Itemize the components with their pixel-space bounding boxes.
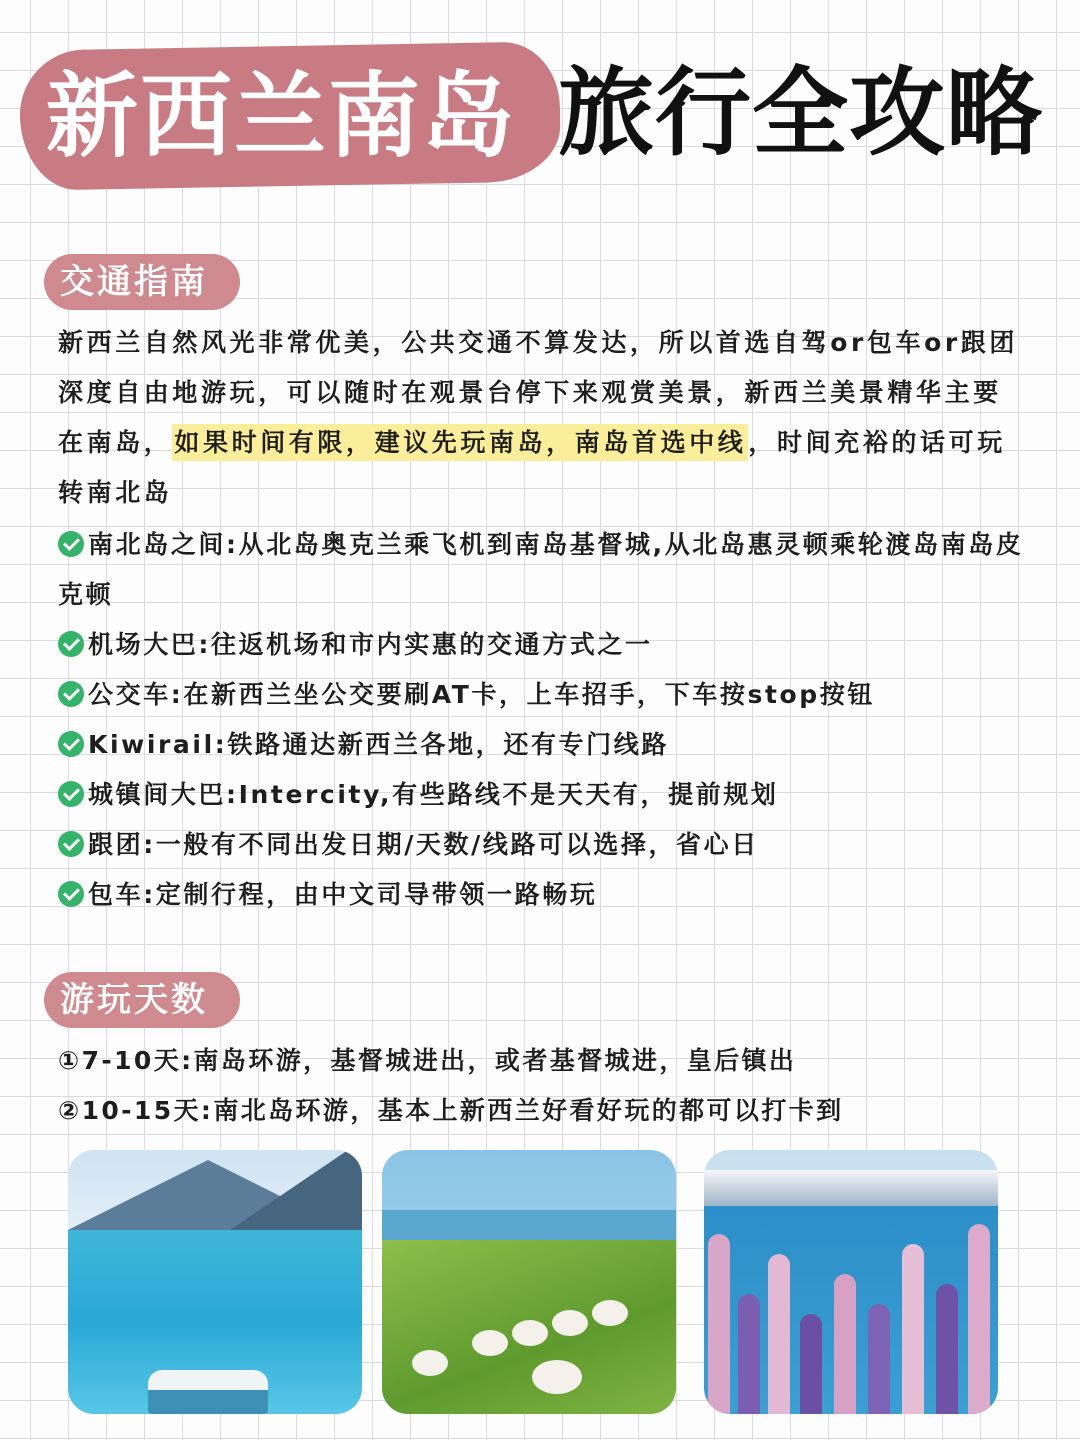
transport-list: [58, 520, 1030, 920]
check-icon: [58, 731, 84, 757]
list-item: [58, 820, 1030, 870]
list-item: ①7-10天:南岛环游，基督城进出，或者基督城进，皇后镇出: [58, 1046, 797, 1075]
van-shape: [148, 1370, 268, 1414]
check-icon: [58, 681, 84, 707]
list-item-text: 机场大巴:往返机场和市内实惠的交通方式之一: [88, 630, 653, 659]
list-item-text: 城镇间大巴:Intercity,有些路线不是天天有，提前规划: [88, 780, 779, 809]
transport-intro: [58, 318, 1030, 518]
title-highlight-text: 新西兰南岛: [46, 63, 517, 170]
list-item: ②10-15天:南北岛环游，基本上新西兰好看好玩的都可以打卡到: [58, 1096, 844, 1125]
check-icon: [58, 631, 84, 657]
page-title: [20, 38, 1070, 188]
check-icon: [58, 781, 84, 807]
list-item: [58, 770, 1030, 820]
check-icon: [58, 881, 84, 907]
list-item: [58, 870, 1030, 920]
check-icon: [58, 831, 84, 857]
title-rest-text: 旅行全攻略: [558, 57, 1043, 169]
list-item-text: Kiwirail:铁路通达新西兰各地，还有专门线路: [88, 730, 669, 759]
list-item-text: 公交车:在新西兰坐公交要刷AT卡，上车招手，下车按stop按钮: [88, 680, 875, 709]
intro-text-end: ，时间充裕的话可玩转南北岛: [58, 428, 1006, 507]
photo-sheep-pasture: [382, 1150, 676, 1414]
photo-lupins-lake: [704, 1150, 998, 1414]
list-item-text: 跟团:一般有不同出发日期/天数/线路可以选择，省心日: [88, 830, 759, 859]
list-item: [58, 670, 1030, 720]
list-item: [58, 620, 1030, 670]
days-list: [58, 1036, 1030, 1136]
intro-highlight: 如果时间有限，建议先玩南岛，南岛首选中线: [172, 424, 748, 461]
check-icon: [58, 531, 84, 557]
intro-text: 新西兰自然风光非常优美，公共交通不算发达，所以首选自驾or包车or跟团深度自由地游玩，可以随时在观景台停下来观赏美景，新西兰美景精华主要在南岛，: [58, 328, 1019, 457]
list-item: [58, 520, 1030, 620]
photo-lake-van: [68, 1150, 362, 1414]
section-heading-days: 游玩天数: [44, 972, 240, 1028]
section-heading-transport: 交通指南: [44, 254, 240, 310]
list-item-text: 南北岛之间:从北岛奥克兰乘飞机到南岛基督城,从北岛惠灵顿乘轮渡岛南岛皮克顿: [58, 530, 1024, 609]
list-item: [58, 720, 1030, 770]
list-item-text: 包车:定制行程，由中文司导带领一路畅玩: [88, 880, 598, 909]
